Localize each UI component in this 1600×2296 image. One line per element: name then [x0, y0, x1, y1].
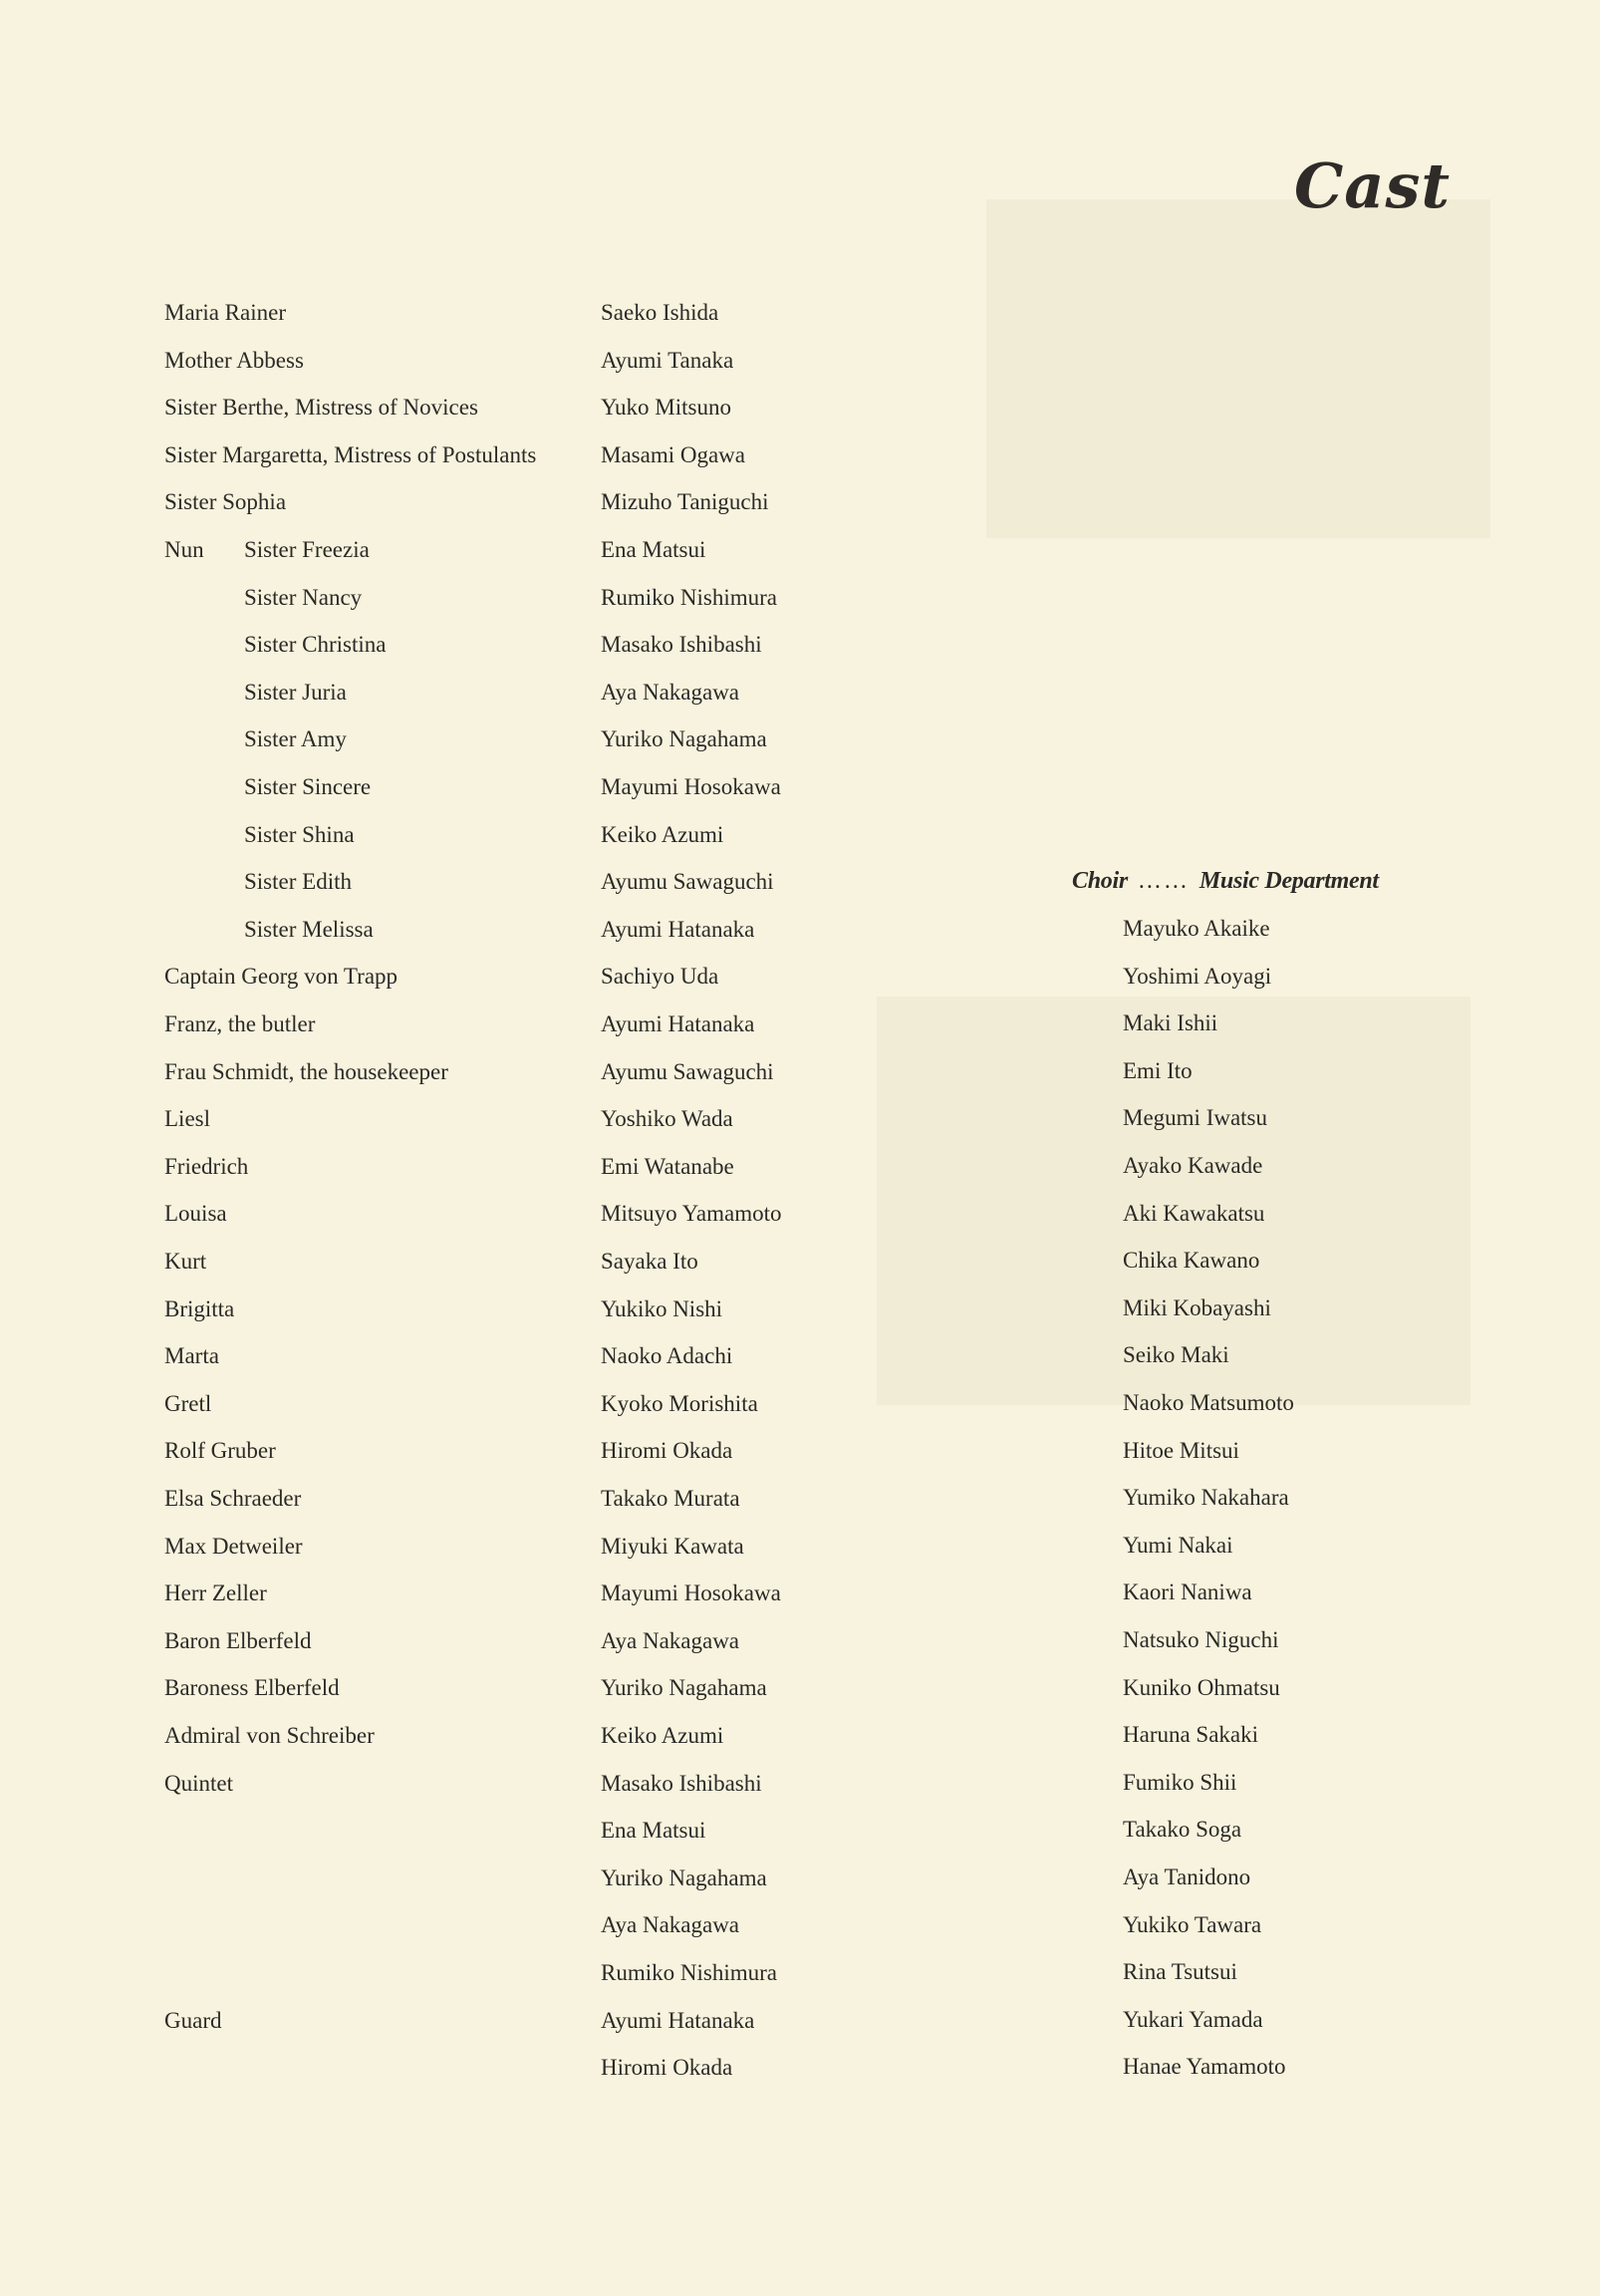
cast-actor: Ayumi Hatanaka — [601, 916, 755, 942]
choir-member: Emi Ito — [1123, 1057, 1193, 1083]
cast-role — [244, 815, 355, 855]
cast-role — [164, 1621, 312, 1661]
choir-member: Yoshimi Aoyagi — [1123, 963, 1272, 989]
page-title: Cast — [1293, 149, 1451, 222]
cast-actor: Rumiko Nishimura — [601, 1960, 777, 1985]
cast-role — [164, 1290, 234, 1329]
cast-role — [244, 578, 362, 618]
cast-role-name: Sister Berthe, Mistress of Novices — [164, 395, 478, 421]
cast-actor: Aya Nakagawa — [601, 1627, 740, 1653]
cast-actor: Ayumi Tanaka — [601, 347, 734, 373]
cast-role — [244, 862, 352, 902]
cast-role — [164, 388, 478, 428]
cast-role — [164, 1147, 248, 1187]
cast-role-name: Sister Edith — [244, 869, 352, 895]
cast-actor: Miyuki Kawata — [601, 1533, 744, 1559]
choir-member: Yukiko Tawara — [1123, 1911, 1262, 1937]
choir-label: Choir — [1072, 868, 1128, 894]
cast-actor: Hiromi Okada — [601, 1438, 733, 1464]
cast-role — [244, 673, 347, 713]
cast-role-name: Sister Freezia — [244, 537, 370, 562]
cast-role-name: Mother Abbess — [164, 347, 304, 373]
cast-actor: Yuko Mitsuno — [601, 395, 731, 421]
cast-role — [164, 1099, 210, 1139]
cast-role — [244, 767, 371, 807]
cast-role-name: Sister Melissa — [244, 916, 374, 942]
cast-role — [244, 719, 347, 759]
choir-member: Rina Tsutsui — [1123, 1959, 1237, 1985]
cast-role — [164, 530, 370, 570]
cast-role-name: Rolf Gruber — [164, 1438, 276, 1464]
cast-role — [164, 293, 286, 333]
cast-role — [164, 1052, 448, 1092]
cast-role — [164, 1431, 276, 1471]
cast-role — [164, 2001, 221, 2041]
choir-member: Hitoe Mitsui — [1123, 1437, 1239, 1463]
cast-role-name: Baron Elberfeld — [164, 1627, 312, 1653]
choir-member: Seiko Maki — [1123, 1342, 1229, 1368]
cast-actor: Mayumi Hosokawa — [601, 1580, 781, 1606]
cast-actor: Mayumi Hosokawa — [601, 774, 781, 799]
cast-actor: Masami Ogawa — [601, 441, 745, 467]
cast-actor: Hiromi Okada — [601, 2055, 733, 2081]
cast-actor: Aya Nakagawa — [601, 1912, 740, 1938]
cast-role-name: Guard — [164, 2007, 222, 2033]
cast-role — [164, 1764, 233, 1804]
cast-actor: Keiko Azumi — [601, 1723, 724, 1748]
cast-role-name: Kurt — [164, 1249, 207, 1274]
choir-member: Ayako Kawade — [1123, 1153, 1263, 1178]
choir-member: Hanae Yamamoto — [1123, 2054, 1286, 2080]
choir-member: Fumiko Shii — [1123, 1769, 1237, 1795]
cast-role — [244, 910, 374, 950]
choir-member: Naoko Matsumoto — [1123, 1390, 1294, 1415]
cast-role — [164, 1668, 340, 1708]
choir-member: Maki Ishii — [1123, 1010, 1218, 1036]
cast-actor: Yoshiko Wada — [601, 1106, 733, 1132]
choir-member: Aki Kawakatsu — [1123, 1200, 1265, 1226]
choir-member: Megumi Iwatsu — [1123, 1105, 1268, 1131]
choir-member: Natsuko Niguchi — [1123, 1627, 1279, 1652]
cast-actor: Sayaka Ito — [601, 1249, 698, 1274]
cast-actor: Keiko Azumi — [601, 821, 724, 847]
cast-role — [164, 1384, 211, 1424]
cast-actor: Ayumu Sawaguchi — [601, 1058, 774, 1084]
choir-member: Yumi Nakai — [1123, 1532, 1233, 1558]
cast-role — [164, 341, 304, 381]
cast-role-name: Louisa — [164, 1201, 227, 1227]
cast-actor: Mizuho Taniguchi — [601, 489, 769, 515]
choir-member: Mayuko Akaike — [1123, 916, 1270, 941]
choir-department: Music Department — [1199, 868, 1379, 894]
cast-role — [164, 1716, 375, 1756]
cast-role — [164, 1527, 303, 1567]
cast-role-name: Sister Juria — [244, 679, 347, 705]
cast-actor: Kyoko Morishita — [601, 1390, 758, 1416]
choir-member: Haruna Sakaki — [1123, 1722, 1259, 1748]
cast-role — [164, 1479, 301, 1519]
cast-role — [244, 625, 386, 665]
cast-actor: Saeko Ishida — [601, 300, 719, 325]
choir-member: Kuniko Ohmatsu — [1123, 1674, 1280, 1700]
cast-role-group: Nun — [164, 537, 204, 562]
cast-role-name: Gretl — [164, 1390, 212, 1416]
cast-role-name: Maria Rainer — [164, 300, 286, 325]
cast-actor: Yuriko Nagahama — [601, 1675, 767, 1701]
choir-member: Yumiko Nakahara — [1123, 1485, 1289, 1511]
cast-role — [164, 1336, 219, 1376]
cast-role-name: Friedrich — [164, 1153, 249, 1179]
cast-actor: Rumiko Nishimura — [601, 584, 777, 610]
choir-member: Chika Kawano — [1123, 1248, 1260, 1274]
cast-role-name: Max Detweiler — [164, 1533, 303, 1559]
cast-role — [164, 957, 398, 997]
cast-actor: Ayumi Hatanaka — [601, 2007, 755, 2033]
cast-actor: Emi Watanabe — [601, 1153, 734, 1179]
cast-role-name: Sister Christina — [244, 632, 387, 658]
cast-role — [164, 1004, 315, 1044]
cast-actor: Ayumu Sawaguchi — [601, 869, 774, 895]
cast-role-name: Captain Georg von Trapp — [164, 964, 399, 990]
cast-actor: Ena Matsui — [601, 1818, 706, 1844]
cast-actor: Ena Matsui — [601, 537, 706, 562]
cast-role-name: Sister Margaretta, Mistress of Postulants — [164, 441, 537, 467]
cast-role-name: Sister Sincere — [244, 774, 372, 799]
cast-role — [164, 435, 536, 475]
cast-role-name: Admiral von Schreiber — [164, 1723, 375, 1748]
cast-role-name: Sister Nancy — [244, 584, 363, 610]
cast-actor: Aya Nakagawa — [601, 679, 740, 705]
cast-role-name: Franz, the butler — [164, 1011, 316, 1036]
cast-actor: Takako Murata — [601, 1486, 740, 1511]
cast-role-name: Quintet — [164, 1770, 233, 1796]
cast-role — [164, 482, 286, 522]
bleed-through-panel — [986, 199, 1490, 538]
cast-role-name: Frau Schmidt, the housekeeper — [164, 1058, 448, 1084]
cast-actor: Ayumi Hatanaka — [601, 1011, 755, 1036]
choir-heading — [1072, 861, 1379, 901]
cast-actor: Mitsuyo Yamamoto — [601, 1201, 782, 1227]
cast-role — [164, 1194, 227, 1234]
cast-role-name: Sister Sophia — [164, 489, 287, 515]
cast-role-name: Herr Zeller — [164, 1580, 267, 1606]
cast-actor: Naoko Adachi — [601, 1343, 733, 1369]
choir-member: Takako Soga — [1123, 1817, 1242, 1843]
choir-member: Aya Tanidono — [1123, 1865, 1251, 1889]
choir-member: Kaori Naniwa — [1123, 1579, 1252, 1605]
choir-member: Miki Kobayashi — [1123, 1294, 1271, 1320]
cast-role-name: Baroness Elberfeld — [164, 1675, 340, 1701]
cast-role-name: Sister Amy — [244, 726, 347, 752]
cast-actor: Yuriko Nagahama — [601, 1865, 767, 1890]
cast-actor: Yukiko Nishi — [601, 1295, 723, 1321]
cast-role — [164, 1242, 206, 1282]
cast-actor: Masako Ishibashi — [601, 632, 762, 658]
choir-leader-dots: …… — [1137, 868, 1190, 894]
cast-role-name: Marta — [164, 1343, 219, 1369]
cast-role — [164, 1574, 267, 1613]
cast-role-name: Elsa Schraeder — [164, 1486, 302, 1511]
cast-actor: Masako Ishibashi — [601, 1770, 762, 1796]
cast-role-name: Brigitta — [164, 1295, 235, 1321]
cast-role-name: Liesl — [164, 1106, 210, 1132]
cast-actor: Yuriko Nagahama — [601, 726, 767, 752]
cast-role-name: Sister Shina — [244, 821, 355, 847]
cast-actor: Sachiyo Uda — [601, 964, 719, 990]
choir-member: Yukari Yamada — [1123, 2006, 1263, 2032]
